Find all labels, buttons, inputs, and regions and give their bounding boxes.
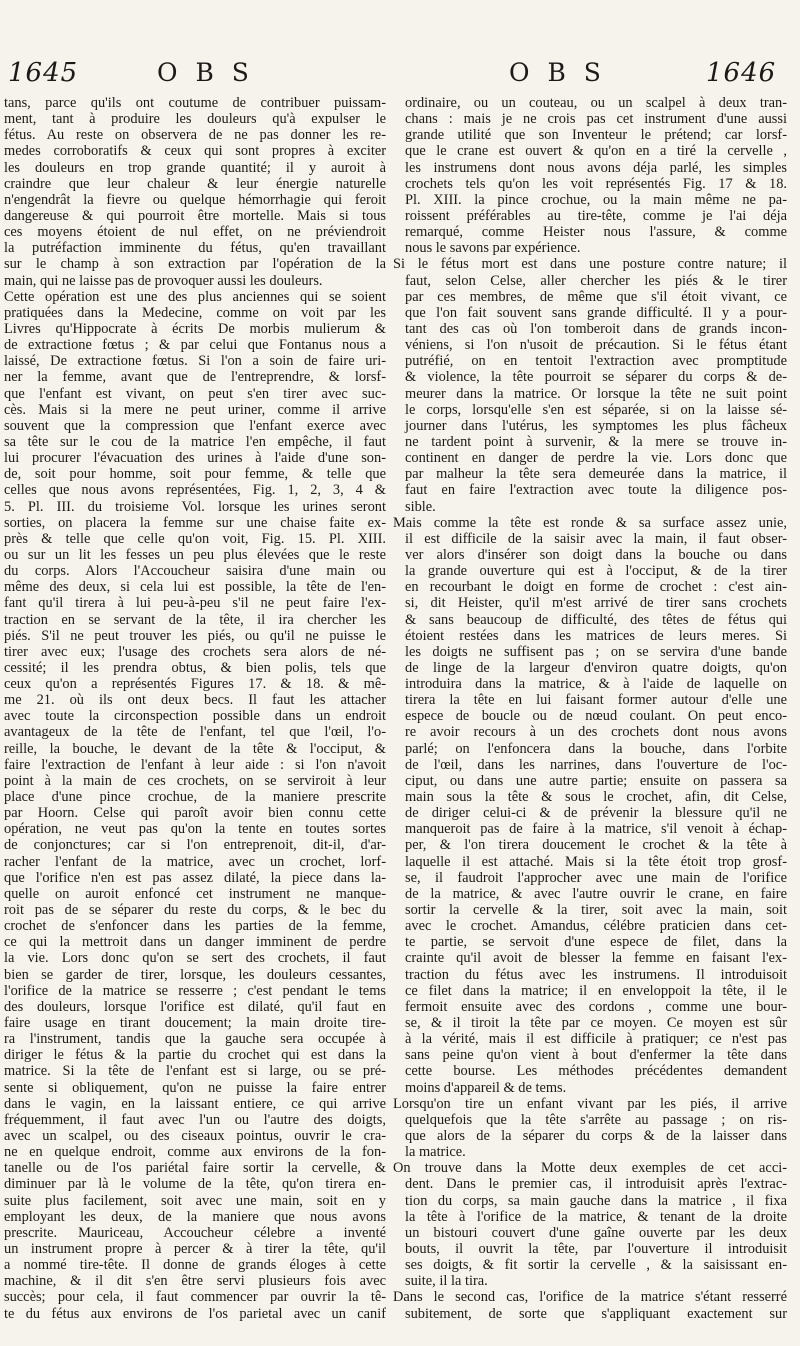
- text-line: grande utilité que son Inventeur le prétend; car lorsf-: [405, 127, 787, 144]
- text-line: craindre que leur chaleur & leur énergie naturelle: [4, 175, 386, 192]
- left-page-number: 1645: [8, 58, 79, 88]
- text-line: matrice. Si la tête de l'enfant est si large, ou se pré-: [4, 1063, 386, 1080]
- text-line: un bistouri couvert d'une gaîne ouverte par les deux: [405, 1224, 787, 1241]
- right-running-title: O B S: [509, 58, 606, 87]
- text-line: laquelle il est attaché. Mais si la tête étoit trop grosf-: [405, 853, 787, 870]
- text-line: Cette opération est une des plus anciennes qui se soient: [4, 288, 386, 305]
- text-line: en recourbant le doigt en forme de crochet : c'est ain-: [405, 579, 787, 596]
- text-line: faire usage en tirant doucement; la main droite tire-: [4, 1015, 386, 1032]
- text-line: & violence, la tête pourroit se séparer du corps & de-: [405, 369, 787, 386]
- text-line: remarqué, comme Heister nous l'assure, & comme: [405, 224, 787, 241]
- text-line: dans le vagin, en la laissant entiere, ce qui arrive: [4, 1095, 386, 1112]
- text-line: véniens, si l'on n'usoit de précaution. Si le fétus étant: [405, 337, 787, 354]
- text-line: même des deux, si cela lui est possible, la tête de l'en-: [4, 579, 386, 596]
- text-line: On trouve dans la Motte deux exemples de cet acci-: [393, 1160, 787, 1177]
- text-line: roissent préférables au tire-tête, comme je l'ai déja: [405, 207, 787, 224]
- text-line: machine, & il dit s'en être servi plusieurs fois avec: [4, 1273, 386, 1290]
- text-line: n'engendrât la fievre ou quelque hémorrhagie qui feroit: [4, 191, 386, 208]
- text-line: souvent que la compression que l'enfant exerce avec: [4, 417, 386, 434]
- right-page-number: 1646: [706, 58, 777, 88]
- text-line: cessité; il les prendra obtus, & bien polis, tels que: [4, 659, 386, 676]
- text-line: fermoit ensuite avec des cordons , comme une bour-: [405, 998, 787, 1015]
- text-line: introduira dans la matrice, & à l'aide de laquelle on: [405, 676, 787, 693]
- text-line: près & telle que celle qu'on voit, Fig. 15. Pl. XIII.: [4, 530, 386, 547]
- text-line: suite, il la tira.: [405, 1273, 488, 1290]
- text-line: subitement, de sorte que s'appliquant exactement sur: [405, 1305, 787, 1322]
- text-line: per, & l'on tirera doucement le crochet & la tête à: [405, 837, 787, 854]
- text-line: meurer dans la matrice. Or lorsque la tête ne suit point: [405, 385, 787, 402]
- text-line: prescrite. Mauriceau, Accoucheur célebre a inventé: [4, 1224, 386, 1241]
- text-line: les douleurs en trop grande quantité; il y auroit à: [4, 159, 386, 176]
- text-line: & sans beaucoup de difficulté, des têtes de fétus qui: [405, 611, 787, 628]
- text-line: Si le fétus mort est dans une posture contre nature; il: [393, 256, 787, 273]
- text-line: étoient restées dans les matrices de leurs meres. Si: [405, 627, 787, 644]
- text-line: sorties, on placera la femme sur une chaise faite ex-: [4, 514, 386, 531]
- text-line: laissé, De extractione fœtus. Si l'on a soin de faire uri-: [4, 353, 386, 370]
- text-line: crainte qu'il avoit de blesser la femme en faisant l'ex-: [405, 950, 787, 967]
- text-line: la matrice.: [405, 1144, 466, 1161]
- text-line: main sous la tête & sous le crochet, afin, dit Celse,: [405, 789, 787, 806]
- text-line: il est difficile de la saisir avec la main, il faut obser-: [405, 530, 787, 547]
- text-line: reille, la bouche, le devant de la tête & l'occiput, &: [4, 740, 386, 757]
- text-line: ses doigts, & fit sortir la cervelle , & la saisissant en-: [405, 1257, 787, 1274]
- text-line: ne en quelque endroit, comme aux environs de la fon-: [4, 1144, 386, 1161]
- text-line: sur le champ à son extraction par l'opération de la: [4, 256, 386, 273]
- text-line: cès. Mais si la mere ne peut uriner, comme il arrive: [4, 401, 386, 418]
- text-line: faut en faire l'extraction avec toute la diligence pos-: [405, 482, 787, 499]
- text-line: Livres qu'Hippocrate à écrits De morbis mulierum &: [4, 320, 386, 337]
- text-line: tans, parce qu'ils ont coutume de contribuer puissam-: [4, 95, 386, 111]
- text-line: la putréfaction imminente du fétus, qu'en travaillant: [4, 240, 386, 257]
- text-line: sente si obliquement, qu'on ne puisse la faire entrer: [4, 1079, 386, 1096]
- text-line: de, soit pour homme, soit pour femme, & telle que: [4, 466, 386, 483]
- left-running-title: O B S: [157, 58, 254, 87]
- text-line: sible.: [405, 498, 436, 515]
- text-line: me 21. où ils ont deux becs. Il faut les attacher: [4, 692, 386, 709]
- text-line: tirer avec eux; l'usage des crochets sera alors de né-: [4, 643, 386, 660]
- text-line: pratiquées dans la Medecine, comme on voit par les: [4, 304, 386, 321]
- text-line: la tête à l'orifice de la matrice, & tenant de la droite: [405, 1208, 787, 1225]
- text-line: faut, selon Celse, aller chercher les piés & le tirer: [405, 272, 787, 289]
- text-line: fant qu'il tirera à lui peu-à-peu s'il ne peut faire l'ex-: [4, 595, 386, 612]
- text-line: par ces membres, de même que s'il étoit vivant, ce: [405, 288, 787, 305]
- text-line: fréquemment, il faut avec l'un ou l'autre des doigts,: [4, 1111, 386, 1128]
- text-line: tirera la tête en lui faisant former autour d'elle une: [405, 692, 787, 709]
- text-line: roit pas de se séparer du reste du corps, & le bec du: [4, 902, 386, 919]
- text-line: manqueroit pas de faire à la matrice, s'il venoit à échap-: [405, 821, 787, 838]
- left-text-column: [4, 95, 386, 1322]
- text-line: quelle on auroit enfoncé cet instrument ne manque-: [4, 885, 386, 902]
- text-line: la grande ouverture qui est à l'occiput, & de la tirer: [405, 563, 787, 580]
- text-line: avantageux de la tête de l'enfant, tel que l'œil, l'o-: [4, 724, 386, 741]
- text-line: cette bourse. Les méthodes précédentes demandent: [405, 1063, 787, 1080]
- text-line: Mais comme la tête est ronde & sa surface assez unie,: [393, 514, 787, 531]
- text-line: diriger le fétus & la partie du crochet qui est dans la: [4, 1047, 386, 1064]
- text-line: que l'orifice n'en est pas assez dilaté, la piece dans la-: [4, 869, 386, 886]
- text-line: sans peine qu'on vient à bout d'enfermer la tête dans: [405, 1047, 787, 1064]
- text-line: la vie. Lors donc qu'on se sert des crochets, il faut: [4, 950, 386, 967]
- text-line: crochets tels qu'on les voit représentés Fig. 17 & 18.: [405, 175, 787, 192]
- text-line: dent. Dans le premier cas, il introduisit après l'extrac-: [405, 1176, 787, 1193]
- text-line: suite plus facilement, soit avec une main, soit en y: [4, 1192, 386, 1209]
- text-line: espece de boucle ou de nœud coulant. On peut enco-: [405, 708, 787, 725]
- text-line: nous le savons par expérience.: [405, 240, 581, 257]
- text-line: un instrument propre à percer & à tirer la tête, qu'il: [4, 1240, 386, 1257]
- text-line: crochet de s'enfoncer dans les parties de la femme,: [4, 918, 386, 935]
- text-line: tant des cas où l'on tomberoit dans de grands incon-: [405, 320, 787, 337]
- text-line: de diriger celui-ci & de prévenir la blessure qu'il ne: [405, 805, 787, 822]
- text-line: medes corroboratifs & ceux qui sont propres à exciter: [4, 143, 386, 160]
- text-line: moins d'appareil & de tems.: [405, 1079, 567, 1096]
- text-line: ne tardent point à survenir, & la mere se trouve in-: [405, 433, 787, 450]
- text-line: racher l'enfant de la matrice, avec un crochet, lorf-: [4, 853, 386, 870]
- text-line: place d'une pince crochue, de la maniere prescrite: [4, 789, 386, 806]
- text-line: ra l'instrument, tandis que la gauche sera occupée à: [4, 1031, 386, 1048]
- text-line: point à la main de ces crochets, on se serviroit à leur: [4, 772, 386, 789]
- text-line: ver alors d'insérer son doigt dans la bouche ou dans: [405, 546, 787, 563]
- text-line: traction du fétus avec les instrumens. Il introduisoit: [405, 966, 787, 983]
- text-line: diminuer par là le volume de la tête, qu'on tirera en-: [4, 1176, 386, 1193]
- text-line: que le crane est ouvert & qu'on en a tiré la cervelle ,: [405, 143, 787, 160]
- text-line: ou sur un lit les fesses un peu plus élevées que le reste: [4, 546, 386, 563]
- text-line: celles que nous avons représentées, Fig. 1, 2, 3, 4 &: [4, 482, 386, 499]
- text-line: ner la femme, avant que de l'entreprendre, & lorsf-: [4, 369, 386, 386]
- text-line: l'orifice de la matrice se resserre ; c'est pendant le tems: [4, 982, 386, 999]
- text-line: ceux qu'on a représentés Figures 17. & 18. & mê-: [4, 676, 386, 693]
- text-line: se, il faudroit l'approcher avec une main de l'orifice: [405, 869, 787, 886]
- text-line: putréfié, on en tentoit l'extraction avec promptitude: [405, 353, 787, 370]
- text-line: main, qui ne laisse pas de provoquer aussi les douleurs.: [4, 272, 323, 289]
- text-line: que l'enfant est vivant, on peut s'en tirer avec suc-: [4, 385, 386, 402]
- text-line: à la vérité, mais il est difficile à pratiquer; ce n'est pas: [405, 1031, 787, 1048]
- text-line: faire l'extraction de l'enfant à leur aide : si l'on n'avoit: [4, 756, 386, 773]
- text-line: les doigts ne suffisent pas ; on se servira d'une bande: [405, 643, 787, 660]
- text-line: de conjonctures; car si l'on entreprenoit, dit-il, d'ar-: [4, 837, 386, 854]
- text-line: bien se garder de tirer, lorsque, les douleurs cessantes,: [4, 966, 386, 983]
- text-line: Dans le second cas, l'orifice de la matrice s'étant resserré: [393, 1289, 787, 1306]
- text-line: les instrumens dont nous avons déja parlé, les simples: [405, 159, 787, 176]
- text-line: avec un scalpel, ou des ciseaux pointus, ouvrir le cra-: [4, 1128, 386, 1144]
- text-line: si, dit Heister, qu'il m'est arrivé de tirer sans crochets: [405, 595, 787, 612]
- text-line: ciput, ou dans une autre partie; ensuite on passera sa: [405, 772, 787, 789]
- text-line: lui procurer l'évacuation des urines à l'aide d'une son-: [4, 450, 386, 467]
- text-line: te partie, se servoit d'une espece de filet, dans la: [405, 934, 787, 951]
- text-line: ce filet dans la matrice; il en enveloppoit la tête, il le: [405, 982, 787, 999]
- text-line: opération, ne veut pas qu'on la tente en toutes sortes: [4, 821, 386, 838]
- text-line: sortir la cervelle & la tirer, soit avec la main, soit: [405, 902, 787, 919]
- text-line: de l'œil, dans les narrines, dans l'ouverture de l'oc-: [405, 756, 787, 773]
- text-line: traction en se servant de la tête, il ira chercher les: [4, 611, 386, 628]
- text-line: sa tête sur le cou de la matrice l'en empêche, il faut: [4, 433, 386, 450]
- text-line: bouts, il ouvrit la tête, par l'ouverture il introduisit: [405, 1240, 787, 1257]
- text-line: te du fétus aux environs de l'os parietal avec un canif: [4, 1305, 386, 1322]
- text-line: de extractione fœtus ; & par celui que Fontanus nous a: [4, 337, 386, 354]
- text-line: ordinaire, ou un couteau, ou un scalpel à deux tran-: [405, 95, 787, 111]
- text-line: des douleurs, lorsque l'orifice est dilaté, qu'il faut en: [4, 998, 386, 1015]
- text-line: ce qui la mettroit dans un danger imminent de perdre: [4, 934, 386, 951]
- text-line: de linge de la largeur d'environ quatre doigts, qu'on: [405, 659, 787, 676]
- text-line: re avoir recours à un des crochets dont nous avons: [405, 724, 787, 741]
- text-line: tanelle ou de l'os pariétal faire sortir la cervelle, &: [4, 1160, 386, 1177]
- text-line: parlé; on l'enfoncera dans la bouche, dans l'orbite: [405, 740, 787, 757]
- text-line: avec toute la circonspection possible dans un endroit: [4, 708, 386, 725]
- text-line: quelquefois que la tête s'arrête au passage ; on ris-: [405, 1111, 787, 1128]
- text-line: par malheur la tête sera demeurée dans la matrice, il: [405, 466, 787, 483]
- text-line: Pl. XIII. la pince crochue, ou la main même ne pa-: [405, 191, 787, 208]
- text-line: par Hoorn. Celse qui paroît avoir bien connu cette: [4, 805, 386, 822]
- text-line: Lorsqu'on tire un enfant vivant par les piés, il arrive: [393, 1095, 787, 1112]
- text-line: journer dans l'utérus, les symptomes les plus fâcheux: [405, 417, 787, 434]
- text-line: employant les deux, de la maniere que nous avons: [4, 1208, 386, 1225]
- text-line: succès; pour cela, il faut commencer par ouvrir la tê-: [4, 1289, 386, 1306]
- text-line: piés. S'il ne peut trouver les piés, ou qu'il ne puisse le: [4, 627, 386, 644]
- text-line: le corps, lorsqu'elle s'en est séparée, si on la laisse sé-: [405, 401, 787, 418]
- text-line: 5. Pl. III. du troisieme Vol. lorsque les urines seront: [4, 498, 386, 515]
- text-line: a nommé tire-tête. Il donne de grands éloges à cette: [4, 1257, 386, 1274]
- right-text-column: [393, 95, 787, 1322]
- text-line: de la matrice, & avec l'autre ouvrir le crane, en faire: [405, 885, 787, 902]
- text-line: dangereuse & qui pourroit être mortelle. Mais si tous: [4, 207, 386, 224]
- text-line: ment, tant à produire les douleurs qu'à expulser le: [4, 111, 386, 128]
- text-line: que l'on fait souvent sans grande difficulté. Il y a pour-: [405, 304, 787, 321]
- text-line: se, & il tiroit la tête par ce moyen. Ce moyen est sûr: [405, 1015, 787, 1032]
- text-line: du corps. Alors l'Accoucheur saisira d'une main ou: [4, 563, 386, 580]
- text-line: continent en danger de perdre la vie. Lors donc que: [405, 450, 787, 467]
- text-line: chans : mais je ne crois pas cet instrument d'une aussi: [405, 111, 787, 128]
- text-line: tion du corps, sa main gauche dans la matrice , il fixa: [405, 1192, 787, 1209]
- text-line: ces moyens étoient de nul effet, on ne préviendroit: [4, 224, 386, 241]
- text-line: que alors de la séparer du corps & de la laisser dans: [405, 1128, 787, 1144]
- text-line: fétus. Au reste on observera de ne pas donner les re-: [4, 127, 386, 144]
- text-line: avec le crochet. Amandus, célébre praticien dans cet-: [405, 918, 787, 935]
